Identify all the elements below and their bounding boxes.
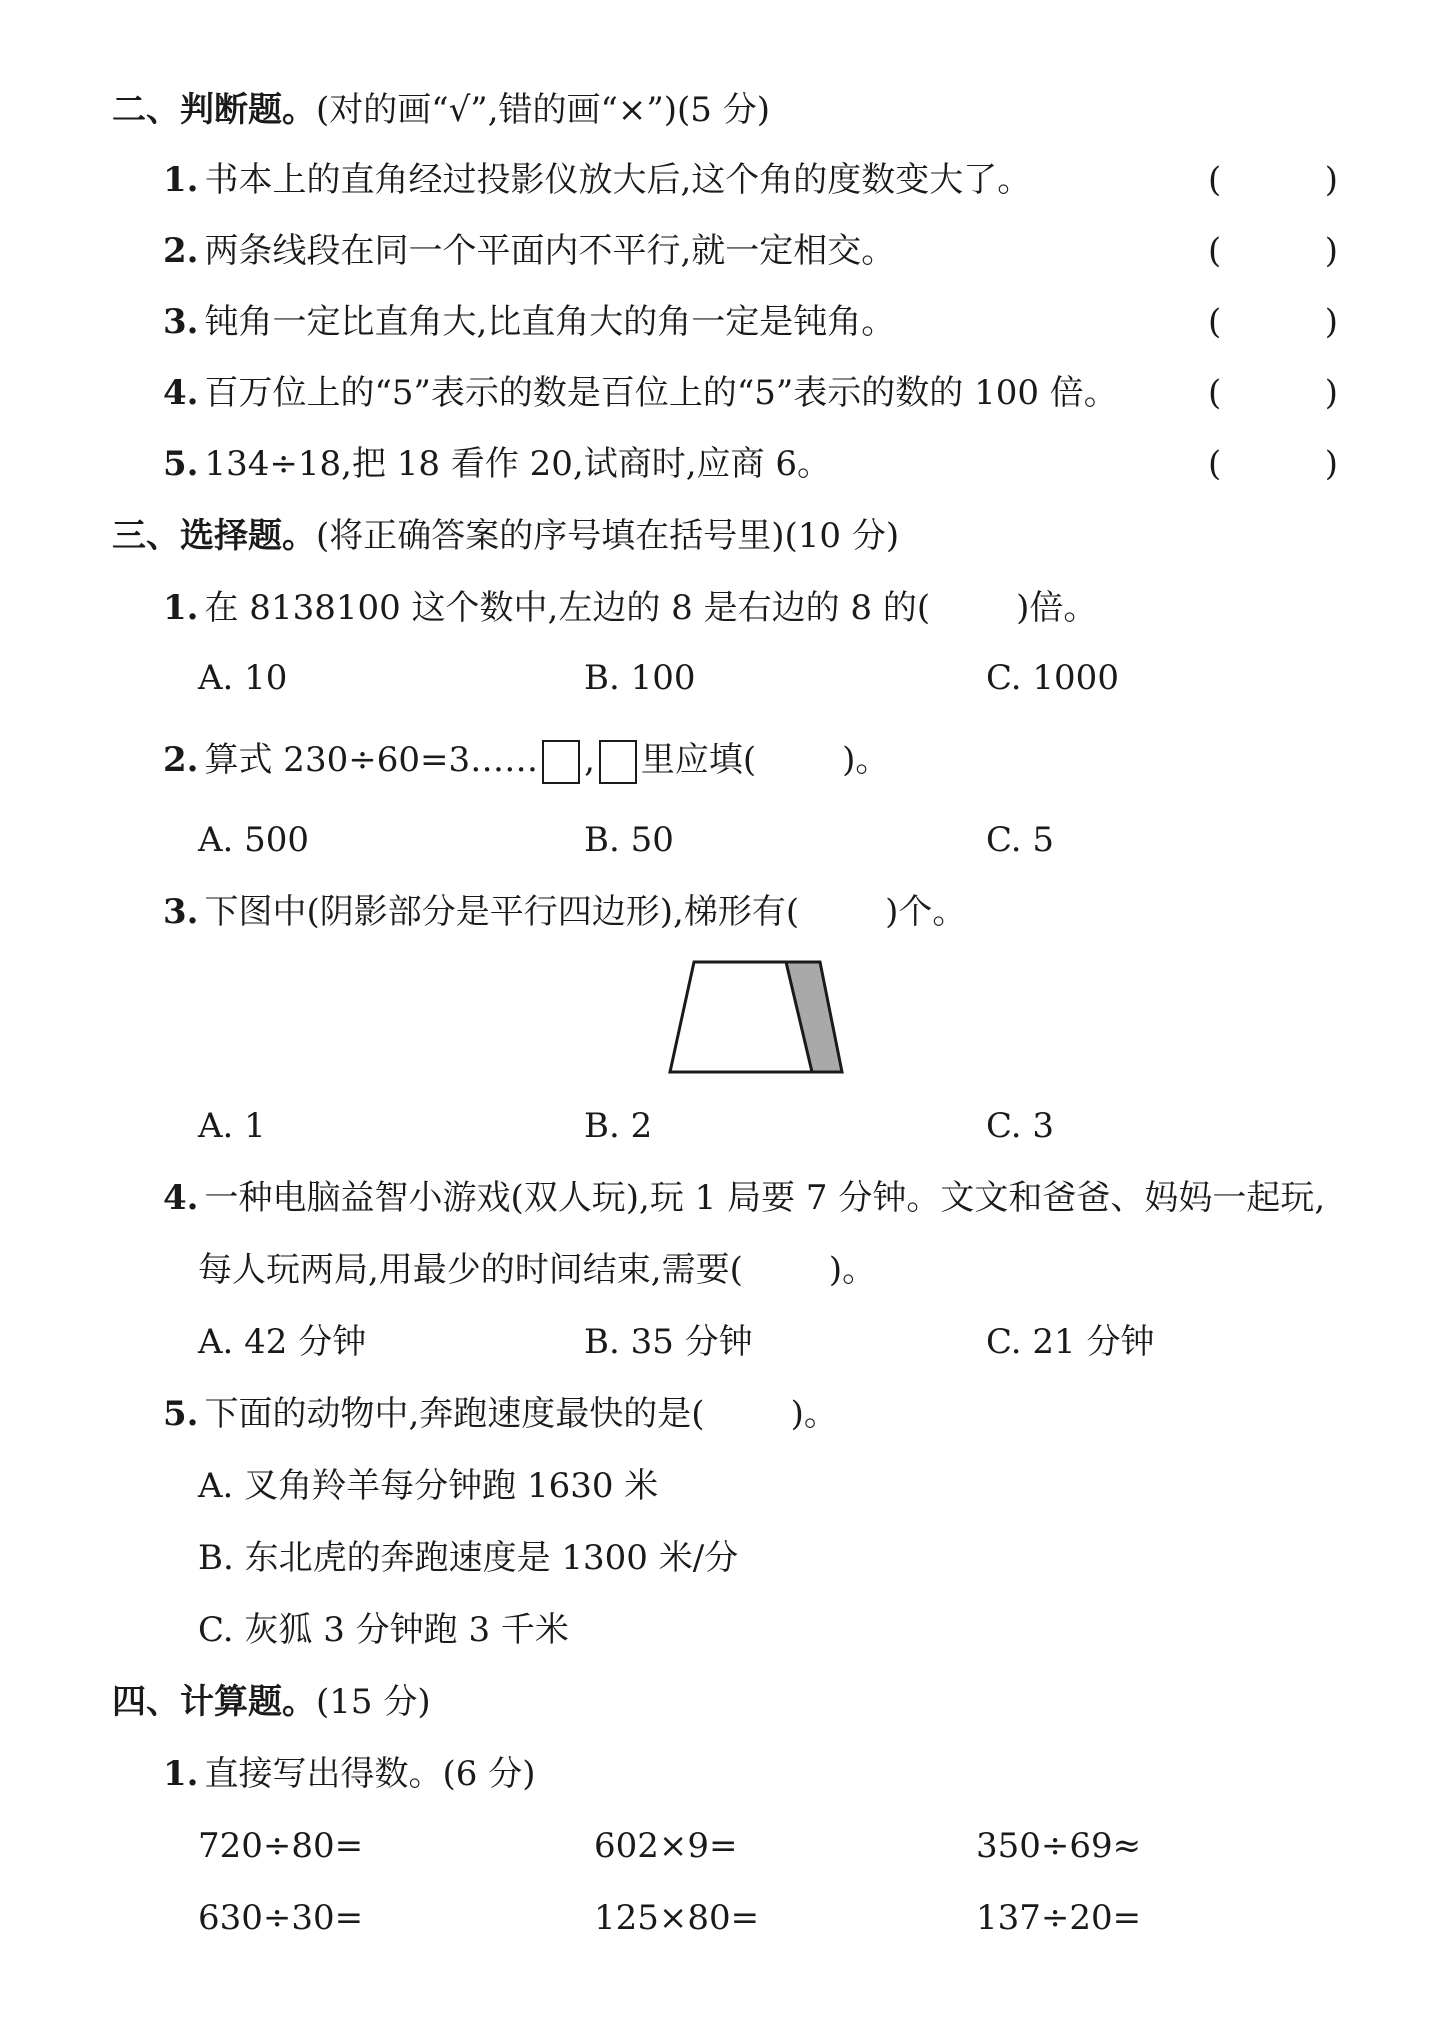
trapezoid-figure xyxy=(660,952,860,1084)
q3-option-c: C. 3 xyxy=(986,1106,1055,1146)
q1-option-a: A. 10 xyxy=(198,658,288,698)
section-2-heading xyxy=(112,86,770,134)
question-number: 1. xyxy=(163,588,199,628)
choice-question-2 xyxy=(163,736,889,784)
paren-right: ) xyxy=(1324,373,1338,413)
q3-option-a: A. 1 xyxy=(198,1106,266,1146)
question-text-pre: 在 8138100 这个数中,左边的 8 是右边的 8 的( xyxy=(204,588,931,628)
empty-box xyxy=(542,740,580,784)
question-text-line1: 一种电脑益智小游戏(双人玩),玩 1 局要 7 分钟。文文和爸爸、妈妈一起玩, xyxy=(204,1178,1326,1218)
calc-expression: 137÷20= xyxy=(976,1898,1142,1938)
q2-option-b: B. 50 xyxy=(584,820,674,860)
question-text-line2-post: )。 xyxy=(828,1250,877,1290)
choice-question-5 xyxy=(163,1390,838,1438)
section-3-note: (将正确答案的序号填在括号里)(10 分) xyxy=(316,516,900,556)
q2-option-a: A. 500 xyxy=(198,820,310,860)
item-text: 书本上的直角经过投影仪放大后,这个角的度数变大了。 xyxy=(204,160,1032,200)
question-text-pre: 下面的动物中,奔跑速度最快的是( xyxy=(204,1394,705,1434)
judge-item-3 xyxy=(163,298,895,346)
calc-expression: 720÷80= xyxy=(198,1826,364,1866)
paren-right: ) xyxy=(1324,444,1338,484)
shaded-parallelogram xyxy=(786,962,842,1072)
q5-option-b: B. 东北虎的奔跑速度是 1300 米/分 xyxy=(198,1538,739,1578)
question-number: 2. xyxy=(163,740,199,780)
paren-left: ( xyxy=(1208,231,1222,271)
section-3-title: 三、选择题。 xyxy=(112,516,316,556)
question-text-line2-pre: 每人玩两局,用最少的时间结束,需要( xyxy=(198,1250,743,1290)
question-text-post2: )。 xyxy=(842,740,890,780)
section-2-title: 二、判断题。 xyxy=(112,90,316,130)
subquestion-number: 1. xyxy=(163,1754,199,1794)
empty-box xyxy=(599,740,637,784)
section-4-note: (15 分) xyxy=(316,1682,431,1722)
q4-option-a: A. 42 分钟 xyxy=(198,1322,367,1362)
calc-expression: 350÷69≈ xyxy=(976,1826,1142,1866)
item-number: 1. xyxy=(163,160,199,200)
q1-option-c: C. 1000 xyxy=(986,658,1119,698)
question-number: 4. xyxy=(163,1178,199,1218)
calc-subquestion-1 xyxy=(163,1750,535,1798)
item-text: 134÷18,把 18 看作 20,试商时,应商 6。 xyxy=(204,444,831,484)
paren-right: ) xyxy=(1324,231,1338,271)
judge-item-2 xyxy=(163,227,895,275)
q5-option-c: C. 灰狐 3 分钟跑 3 千米 xyxy=(198,1610,569,1650)
paren-left: ( xyxy=(1208,160,1222,200)
section-4-title: 四、计算题。 xyxy=(112,1682,316,1722)
section-2-note: (对的画“√”,错的画“×”)(5 分) xyxy=(316,90,770,130)
q2-option-c: C. 5 xyxy=(986,820,1055,860)
question-text-post: )倍。 xyxy=(1016,588,1098,628)
paren-left: ( xyxy=(1208,373,1222,413)
question-number: 5. xyxy=(163,1394,199,1434)
question-text-post1: 里应填( xyxy=(640,740,757,780)
question-number: 3. xyxy=(163,892,199,932)
choice-question-4-line-1 xyxy=(163,1174,1325,1222)
q1-option-b: B. 100 xyxy=(584,658,696,698)
section-3-heading xyxy=(112,512,899,560)
paren-left: ( xyxy=(1208,302,1222,342)
item-text: 钝角一定比直角大,比直角大的角一定是钝角。 xyxy=(204,302,896,342)
item-number: 5. xyxy=(163,444,199,484)
q5-option-a: A. 叉角羚羊每分钟跑 1630 米 xyxy=(198,1466,659,1506)
q3-option-b: B. 2 xyxy=(584,1106,653,1146)
q4-option-b: B. 35 分钟 xyxy=(584,1322,753,1362)
calc-expression: 630÷30= xyxy=(198,1898,364,1938)
question-text-pre: 算式 230÷60=3…… xyxy=(204,740,539,780)
judge-item-5 xyxy=(163,440,831,488)
question-text-pre: 下图中(阴影部分是平行四边形),梯形有( xyxy=(204,892,800,932)
calc-expression: 602×9= xyxy=(594,1826,738,1866)
paren-right: ) xyxy=(1324,160,1338,200)
question-text-post: )。 xyxy=(790,1394,838,1434)
subquestion-text: 直接写出得数。(6 分) xyxy=(204,1754,536,1794)
choice-question-3 xyxy=(163,888,966,936)
item-number: 4. xyxy=(163,373,199,413)
choice-question-4-line-2 xyxy=(198,1246,876,1294)
item-text: 两条线段在同一个平面内不平行,就一定相交。 xyxy=(204,231,896,271)
q4-option-c: C. 21 分钟 xyxy=(986,1322,1155,1362)
question-text-post: )个。 xyxy=(885,892,967,932)
item-number: 3. xyxy=(163,302,199,342)
comma: , xyxy=(584,740,595,780)
choice-question-1 xyxy=(163,584,1097,632)
item-number: 2. xyxy=(163,231,199,271)
item-text: 百万位上的“5”表示的数是百位上的“5”表示的数的 100 倍。 xyxy=(204,373,1118,413)
judge-item-1 xyxy=(163,156,1031,204)
section-4-heading xyxy=(112,1678,431,1726)
judge-item-4 xyxy=(163,369,1118,417)
paren-right: ) xyxy=(1324,302,1338,342)
calc-expression: 125×80= xyxy=(594,1898,760,1938)
paren-left: ( xyxy=(1208,444,1222,484)
